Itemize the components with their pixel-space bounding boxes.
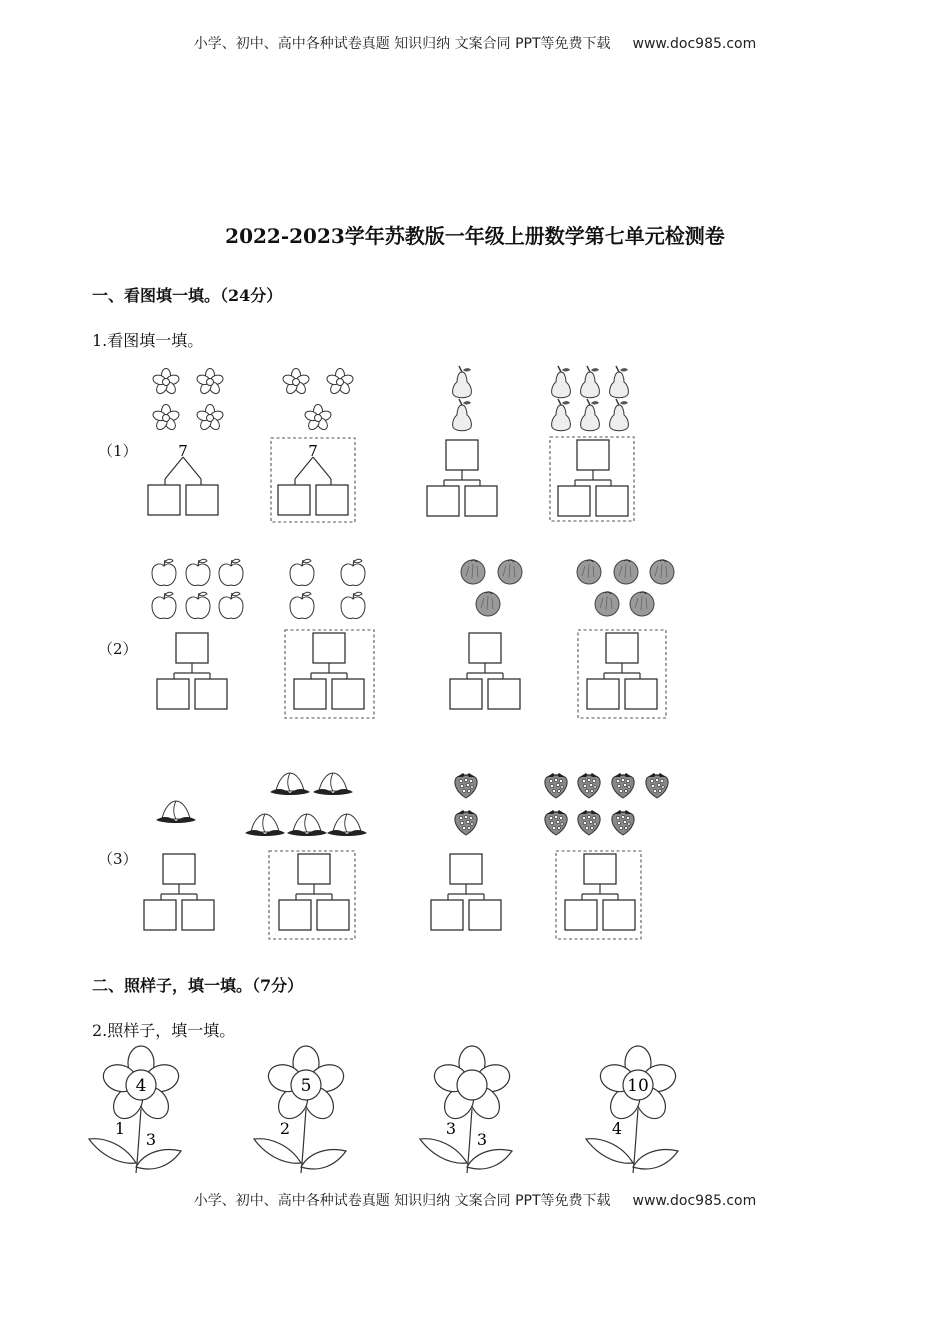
row3-group2-peaches	[245, 773, 367, 836]
flower-left-number: 2	[279, 1119, 291, 1138]
row2-group4-oranges	[577, 560, 674, 616]
flower-left-number: 4	[611, 1119, 623, 1138]
row2-group2-apples	[290, 559, 365, 618]
given-number: 7	[178, 442, 188, 460]
row1-group1-flowers	[152, 369, 224, 432]
row-label-1: （1）	[98, 442, 138, 460]
footer-text: 小学、初中、高中各种试卷真题 知识归纳 文案合同 PPT等免费下载	[193, 1193, 611, 1209]
footer-url[interactable]: www.doc985.com	[632, 1193, 757, 1209]
row2-group1-apples	[152, 559, 243, 618]
flower-center-number: 5	[300, 1076, 312, 1096]
row1-group2-flowers	[282, 369, 354, 432]
flower-center-number: 4	[135, 1076, 147, 1096]
flower-3	[420, 1046, 513, 1173]
question-1-text: 1.看图填一填。	[92, 331, 204, 350]
row-label-2: （2）	[98, 640, 138, 658]
header-url[interactable]: www.doc985.com	[632, 36, 757, 52]
row-label-3: （3）	[98, 850, 138, 868]
row3-group4-strawberries	[545, 773, 668, 835]
flower-2	[254, 1046, 347, 1173]
row1-group3-pears	[453, 366, 472, 431]
flower-left-number: 3	[445, 1119, 457, 1138]
section-1-heading: 一、看图填一填。（24分）	[92, 286, 283, 305]
page-footer	[0, 1190, 950, 1210]
section-2-heading: 二、照样子，填一填。（7分）	[92, 976, 304, 995]
row1-group4-pears	[552, 366, 629, 431]
flower-right-number: 3	[476, 1130, 488, 1149]
page-title: 2022-2023学年苏教版一年级上册数学第七单元检测卷	[225, 224, 725, 248]
row3-group1-peach	[156, 801, 196, 823]
row3-group3-strawberries	[455, 773, 477, 835]
flower-right-number: 3	[145, 1130, 157, 1149]
row2-group3-oranges	[461, 560, 522, 616]
flower-center-number: 10	[627, 1076, 649, 1096]
flower-left-number: 1	[114, 1119, 126, 1138]
example-flower	[89, 1046, 182, 1173]
flower-4	[586, 1046, 679, 1173]
given-number: 7	[308, 442, 318, 460]
question-2-text: 2.照样子，填一填。	[92, 1021, 236, 1040]
header-text: 小学、初中、高中各种试卷真题 知识归纳 文案合同 PPT等免费下载	[193, 36, 611, 52]
